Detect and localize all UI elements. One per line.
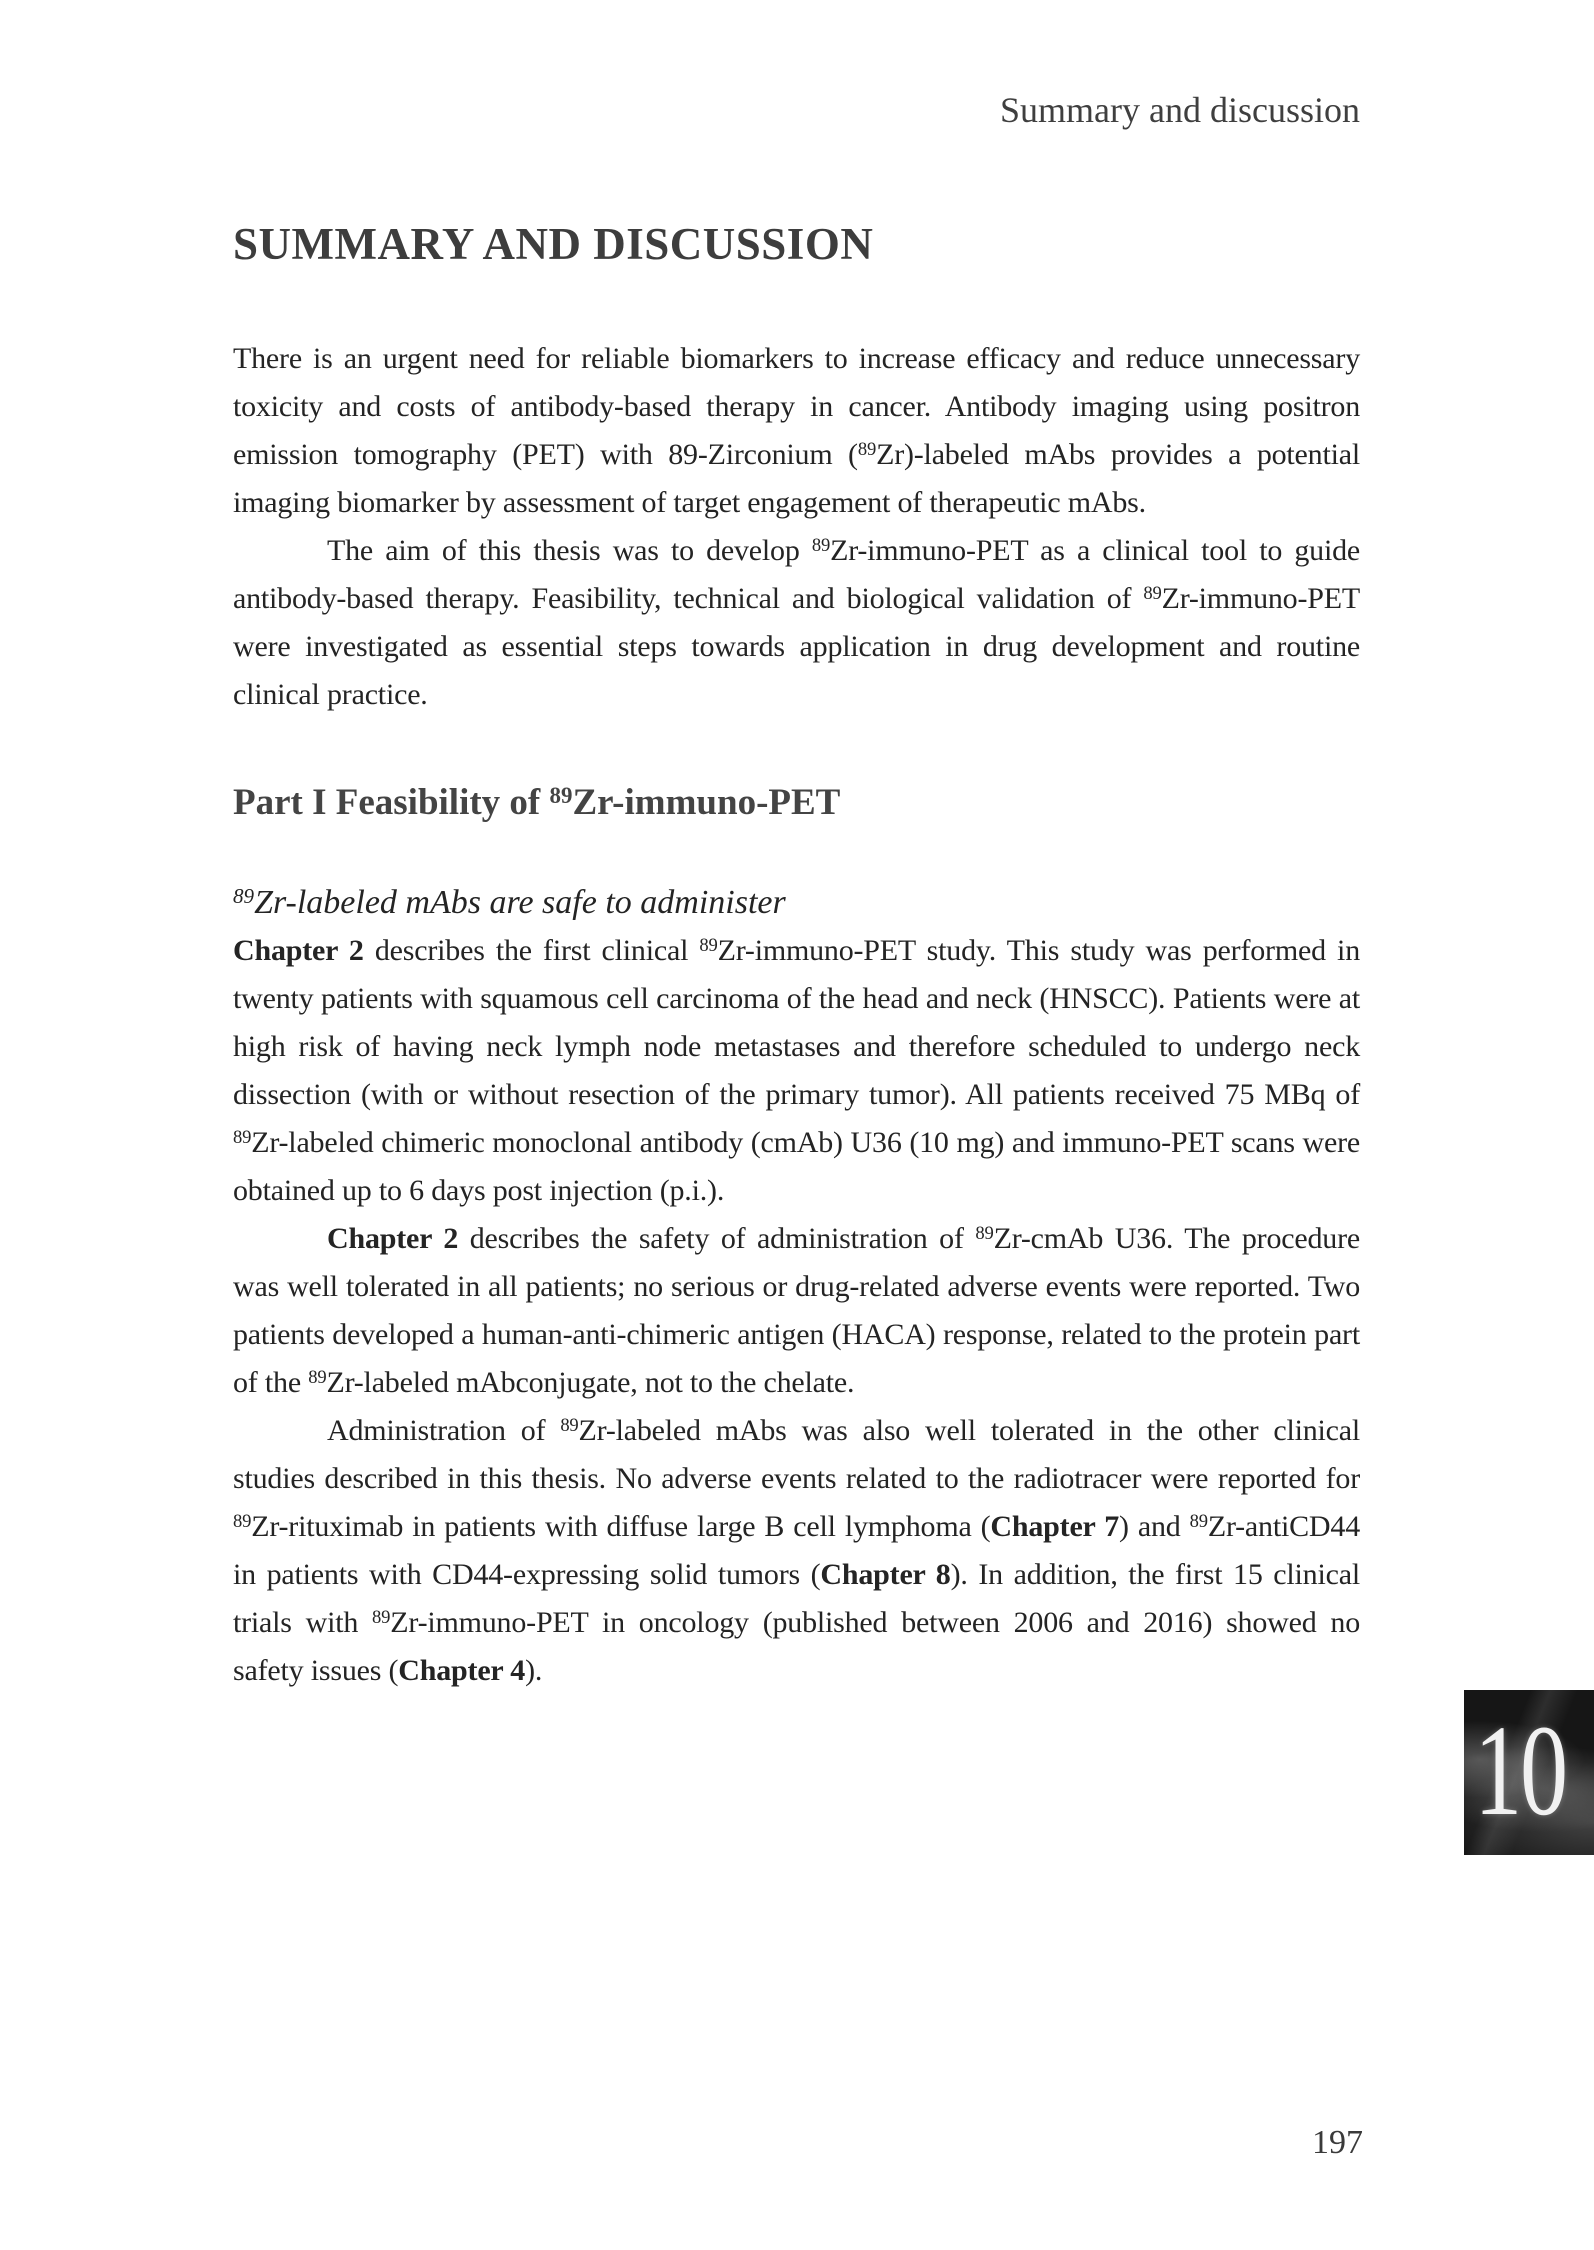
chapter-tab (1464, 1690, 1594, 1855)
chapter-number: 10 (1474, 1698, 1566, 1843)
chapter2-safety-paragraph: Chapter 2 describes the safety of administration of $^{89}$Zr-cmAb U36. The procedure was well tolerated in all patients; no serious or drug-related adverse events were reported. Two patients developed a human-anti-chimeric antigen (HACA) response, related to the protein part of the $^{89}$Zr-labeled mAbconjugate, not to the chelate. (233, 1222, 1360, 1399)
intro-paragraph: There is an urgent need for reliable biomarkers to increase efficacy and reduce unnecessary toxicity and costs of antibody-based therapy in cancer. Antibody imaging using positron emission tomography (PET) with 89-Zirconium ($^{89}$Zr)-labeled mAbs provides a potential imaging biomarker by assessment of target engagement of therapeutic mAbs. (233, 342, 1360, 519)
aim-paragraph: The aim of this thesis was to develop $^{89}$Zr-immuno-PET as a clinical tool to guide antibody-based therapy. Feasibility, technical and biological validation of $^{89}$Zr-immuno-PET were investigated as essential steps towards application in drug development and routine clinical practice. (233, 534, 1361, 711)
chapter2-study-paragraph: Chapter 2 describes the first clinical $^{89}$Zr-immuno-PET study. This study was performed in twenty patients with squamous cell carcinoma of the head and neck (HNSCC). Patients were at high risk of having neck lymph node metastases and therefore scheduled to undergo neck dissection (with or without resection of the primary tumor). All patients received 75 MBq of $^{89}$Zr-labeled chimeric monoclonal antibody (cmAb) U36 (10 mg) and immuno-PET scans were obtained up to 6 days post injection (p.i.). (233, 934, 1360, 1207)
body-text-column (233, 335, 1360, 1695)
safety-subheading: $^{89}$Zr-labeled mAbs are safe to administer (233, 883, 786, 921)
page-title: SUMMARY AND DISCUSSION (233, 219, 874, 269)
other-studies-paragraph: Administration of $^{89}$Zr-labeled mAbs was also well tolerated in the other clinical studies described in this thesis. No adverse events related to the radiotracer were reported for $^{89}$Zr-rituximab in patients with diffuse large B cell lymphoma (Chapter 7) and $^{89}$Zr-antiCD44 in patients with CD44-expressing solid tumors (Chapter 8). In addition, the first 15 clinical trials with $^{89}$Zr-immuno-PET in oncology (published between 2006 and 2016) showed no safety issues (Chapter 4). (233, 1414, 1361, 1687)
part-1-heading: Part I Feasibility of $^{89}$Zr-immuno-PET (233, 782, 841, 823)
running-header: Summary and discussion (1000, 90, 1360, 130)
page-number: 197 (1312, 2124, 1363, 2161)
